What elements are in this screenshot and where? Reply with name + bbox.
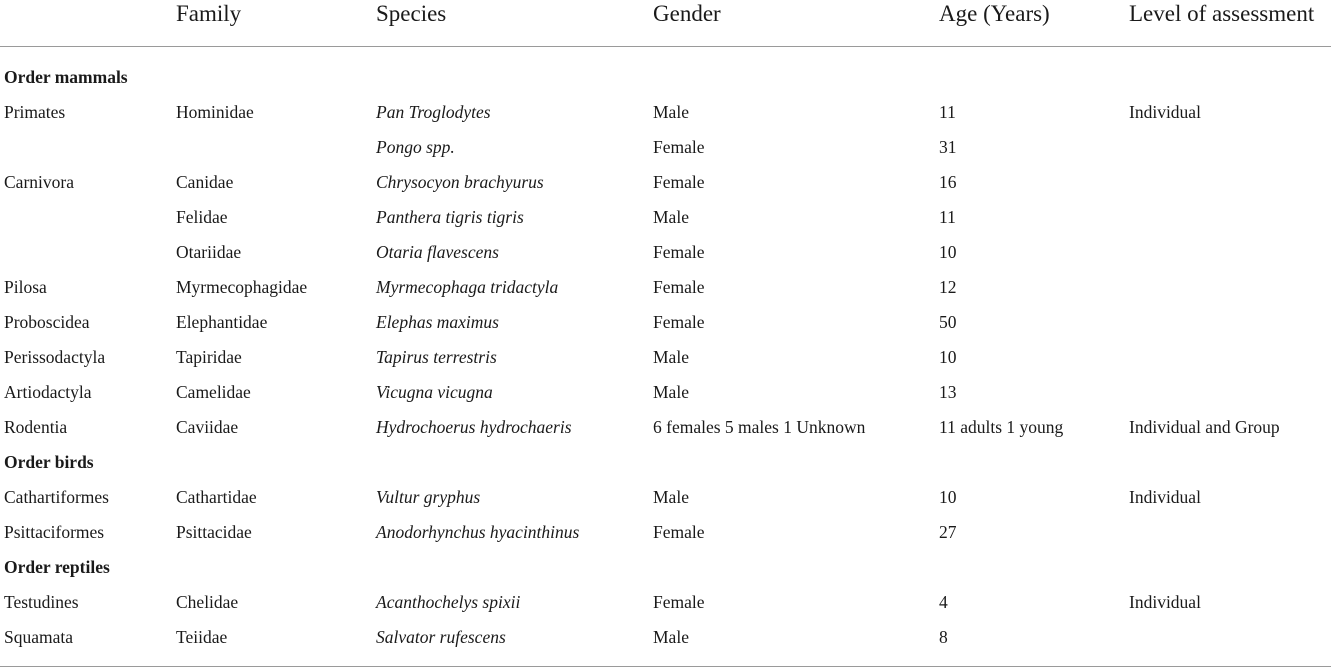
species-cell: Hydrochoerus hydrochaeris bbox=[376, 417, 572, 437]
gender-cell: Female bbox=[653, 277, 705, 297]
species-cell: Anodorhynchus hyacinthinus bbox=[376, 522, 580, 542]
species-cell: Tapirus terrestris bbox=[376, 347, 497, 367]
table-header bbox=[0, 0, 1331, 47]
table-row bbox=[0, 486, 1331, 521]
table-row bbox=[0, 626, 1331, 661]
age-cell: 11 bbox=[939, 102, 956, 122]
family-cell: Caviidae bbox=[176, 417, 239, 437]
species-cell: Salvator rufescens bbox=[376, 627, 506, 647]
table-row bbox=[0, 591, 1331, 626]
family-cell: Otariidae bbox=[176, 242, 242, 262]
age-cell: 31 bbox=[939, 137, 957, 157]
family-cell: Hominidae bbox=[176, 102, 254, 122]
section-label: Order mammals bbox=[4, 67, 128, 87]
species-cell: Acanthochelys spixii bbox=[376, 592, 521, 612]
gender-cell: Male bbox=[653, 487, 689, 507]
species-cell: Pan Troglodytes bbox=[376, 102, 491, 122]
age-cell: 4 bbox=[939, 592, 948, 612]
header-species: Species bbox=[376, 1, 447, 26]
section-row bbox=[0, 451, 1331, 486]
gender-cell: Female bbox=[653, 592, 705, 612]
level-cell: Individual bbox=[1129, 592, 1201, 612]
gender-cell: Female bbox=[653, 172, 705, 192]
age-cell: 16 bbox=[939, 172, 957, 192]
order-cell: Testudines bbox=[4, 592, 79, 612]
order-cell: Pilosa bbox=[4, 277, 47, 297]
species-cell: Vicugna vicugna bbox=[376, 382, 493, 402]
species-cell: Elephas maximus bbox=[376, 312, 499, 332]
order-cell: Perissodactyla bbox=[4, 347, 106, 367]
section-row bbox=[0, 556, 1331, 591]
gender-cell: 6 females 5 males 1 Unknown bbox=[653, 417, 866, 437]
age-cell: 13 bbox=[939, 382, 957, 402]
table-row bbox=[0, 136, 1331, 171]
age-cell: 8 bbox=[939, 627, 948, 647]
header-age: Age (Years) bbox=[939, 1, 1050, 26]
age-cell: 10 bbox=[939, 347, 957, 367]
family-cell: Teiidae bbox=[176, 627, 228, 647]
age-cell: 12 bbox=[939, 277, 957, 297]
species-cell: Vultur gryphus bbox=[376, 487, 481, 507]
gender-cell: Male bbox=[653, 207, 689, 227]
age-cell: 50 bbox=[939, 312, 957, 332]
species-cell: Pongo spp. bbox=[376, 137, 455, 157]
order-cell: Rodentia bbox=[4, 417, 68, 437]
gender-cell: Male bbox=[653, 347, 689, 367]
species-cell: Myrmecophaga tridactyla bbox=[376, 277, 559, 297]
age-cell: 27 bbox=[939, 522, 957, 542]
table-row bbox=[0, 381, 1331, 416]
gender-cell: Female bbox=[653, 522, 705, 542]
age-cell: 11 adults 1 young bbox=[939, 417, 1064, 437]
gender-cell: Female bbox=[653, 312, 705, 332]
table-row bbox=[0, 416, 1331, 451]
table-row bbox=[0, 346, 1331, 381]
table-row bbox=[0, 206, 1331, 241]
table-row bbox=[0, 171, 1331, 206]
section-label: Order reptiles bbox=[4, 557, 110, 577]
gender-cell: Male bbox=[653, 382, 689, 402]
level-cell: Individual bbox=[1129, 102, 1201, 122]
gender-cell: Male bbox=[653, 102, 689, 122]
table-row bbox=[0, 521, 1331, 556]
section-label: Order birds bbox=[4, 452, 94, 472]
species-cell: Otaria flavescens bbox=[376, 242, 499, 262]
family-cell: Felidae bbox=[176, 207, 228, 227]
order-cell: Proboscidea bbox=[4, 312, 90, 332]
family-cell: Cathartidae bbox=[176, 487, 257, 507]
order-cell: Carnivora bbox=[4, 172, 74, 192]
table-row bbox=[0, 311, 1331, 346]
table-bottom-rule bbox=[0, 666, 1331, 667]
order-cell: Psittaciformes bbox=[4, 522, 105, 542]
order-cell: Cathartiformes bbox=[4, 487, 109, 507]
header-gender: Gender bbox=[653, 1, 721, 26]
family-cell: Psittacidae bbox=[176, 522, 252, 542]
age-cell: 10 bbox=[939, 242, 957, 262]
family-cell: Canidae bbox=[176, 172, 234, 192]
table-row bbox=[0, 241, 1331, 276]
table-row bbox=[0, 101, 1331, 136]
order-cell: Primates bbox=[4, 102, 66, 122]
order-cell: Artiodactyla bbox=[4, 382, 92, 402]
family-cell: Camelidae bbox=[176, 382, 251, 402]
header-family: Family bbox=[176, 1, 242, 26]
species-cell: Chrysocyon brachyurus bbox=[376, 172, 544, 192]
species-table bbox=[0, 0, 1331, 47]
age-cell: 10 bbox=[939, 487, 957, 507]
family-cell: Elephantidae bbox=[176, 312, 268, 332]
gender-cell: Male bbox=[653, 627, 689, 647]
family-cell: Tapiridae bbox=[176, 347, 242, 367]
gender-cell: Female bbox=[653, 137, 705, 157]
family-cell: Chelidae bbox=[176, 592, 239, 612]
gender-cell: Female bbox=[653, 242, 705, 262]
age-cell: 11 bbox=[939, 207, 956, 227]
level-cell: Individual bbox=[1129, 487, 1201, 507]
header-level-of-assessment: Level of assessment bbox=[1129, 1, 1315, 26]
section-row bbox=[0, 66, 1331, 101]
table-row bbox=[0, 276, 1331, 311]
level-cell: Individual and Group bbox=[1129, 417, 1280, 437]
species-cell: Panthera tigris tigris bbox=[376, 207, 524, 227]
order-cell: Squamata bbox=[4, 627, 74, 647]
family-cell: Myrmecophagidae bbox=[176, 277, 308, 297]
